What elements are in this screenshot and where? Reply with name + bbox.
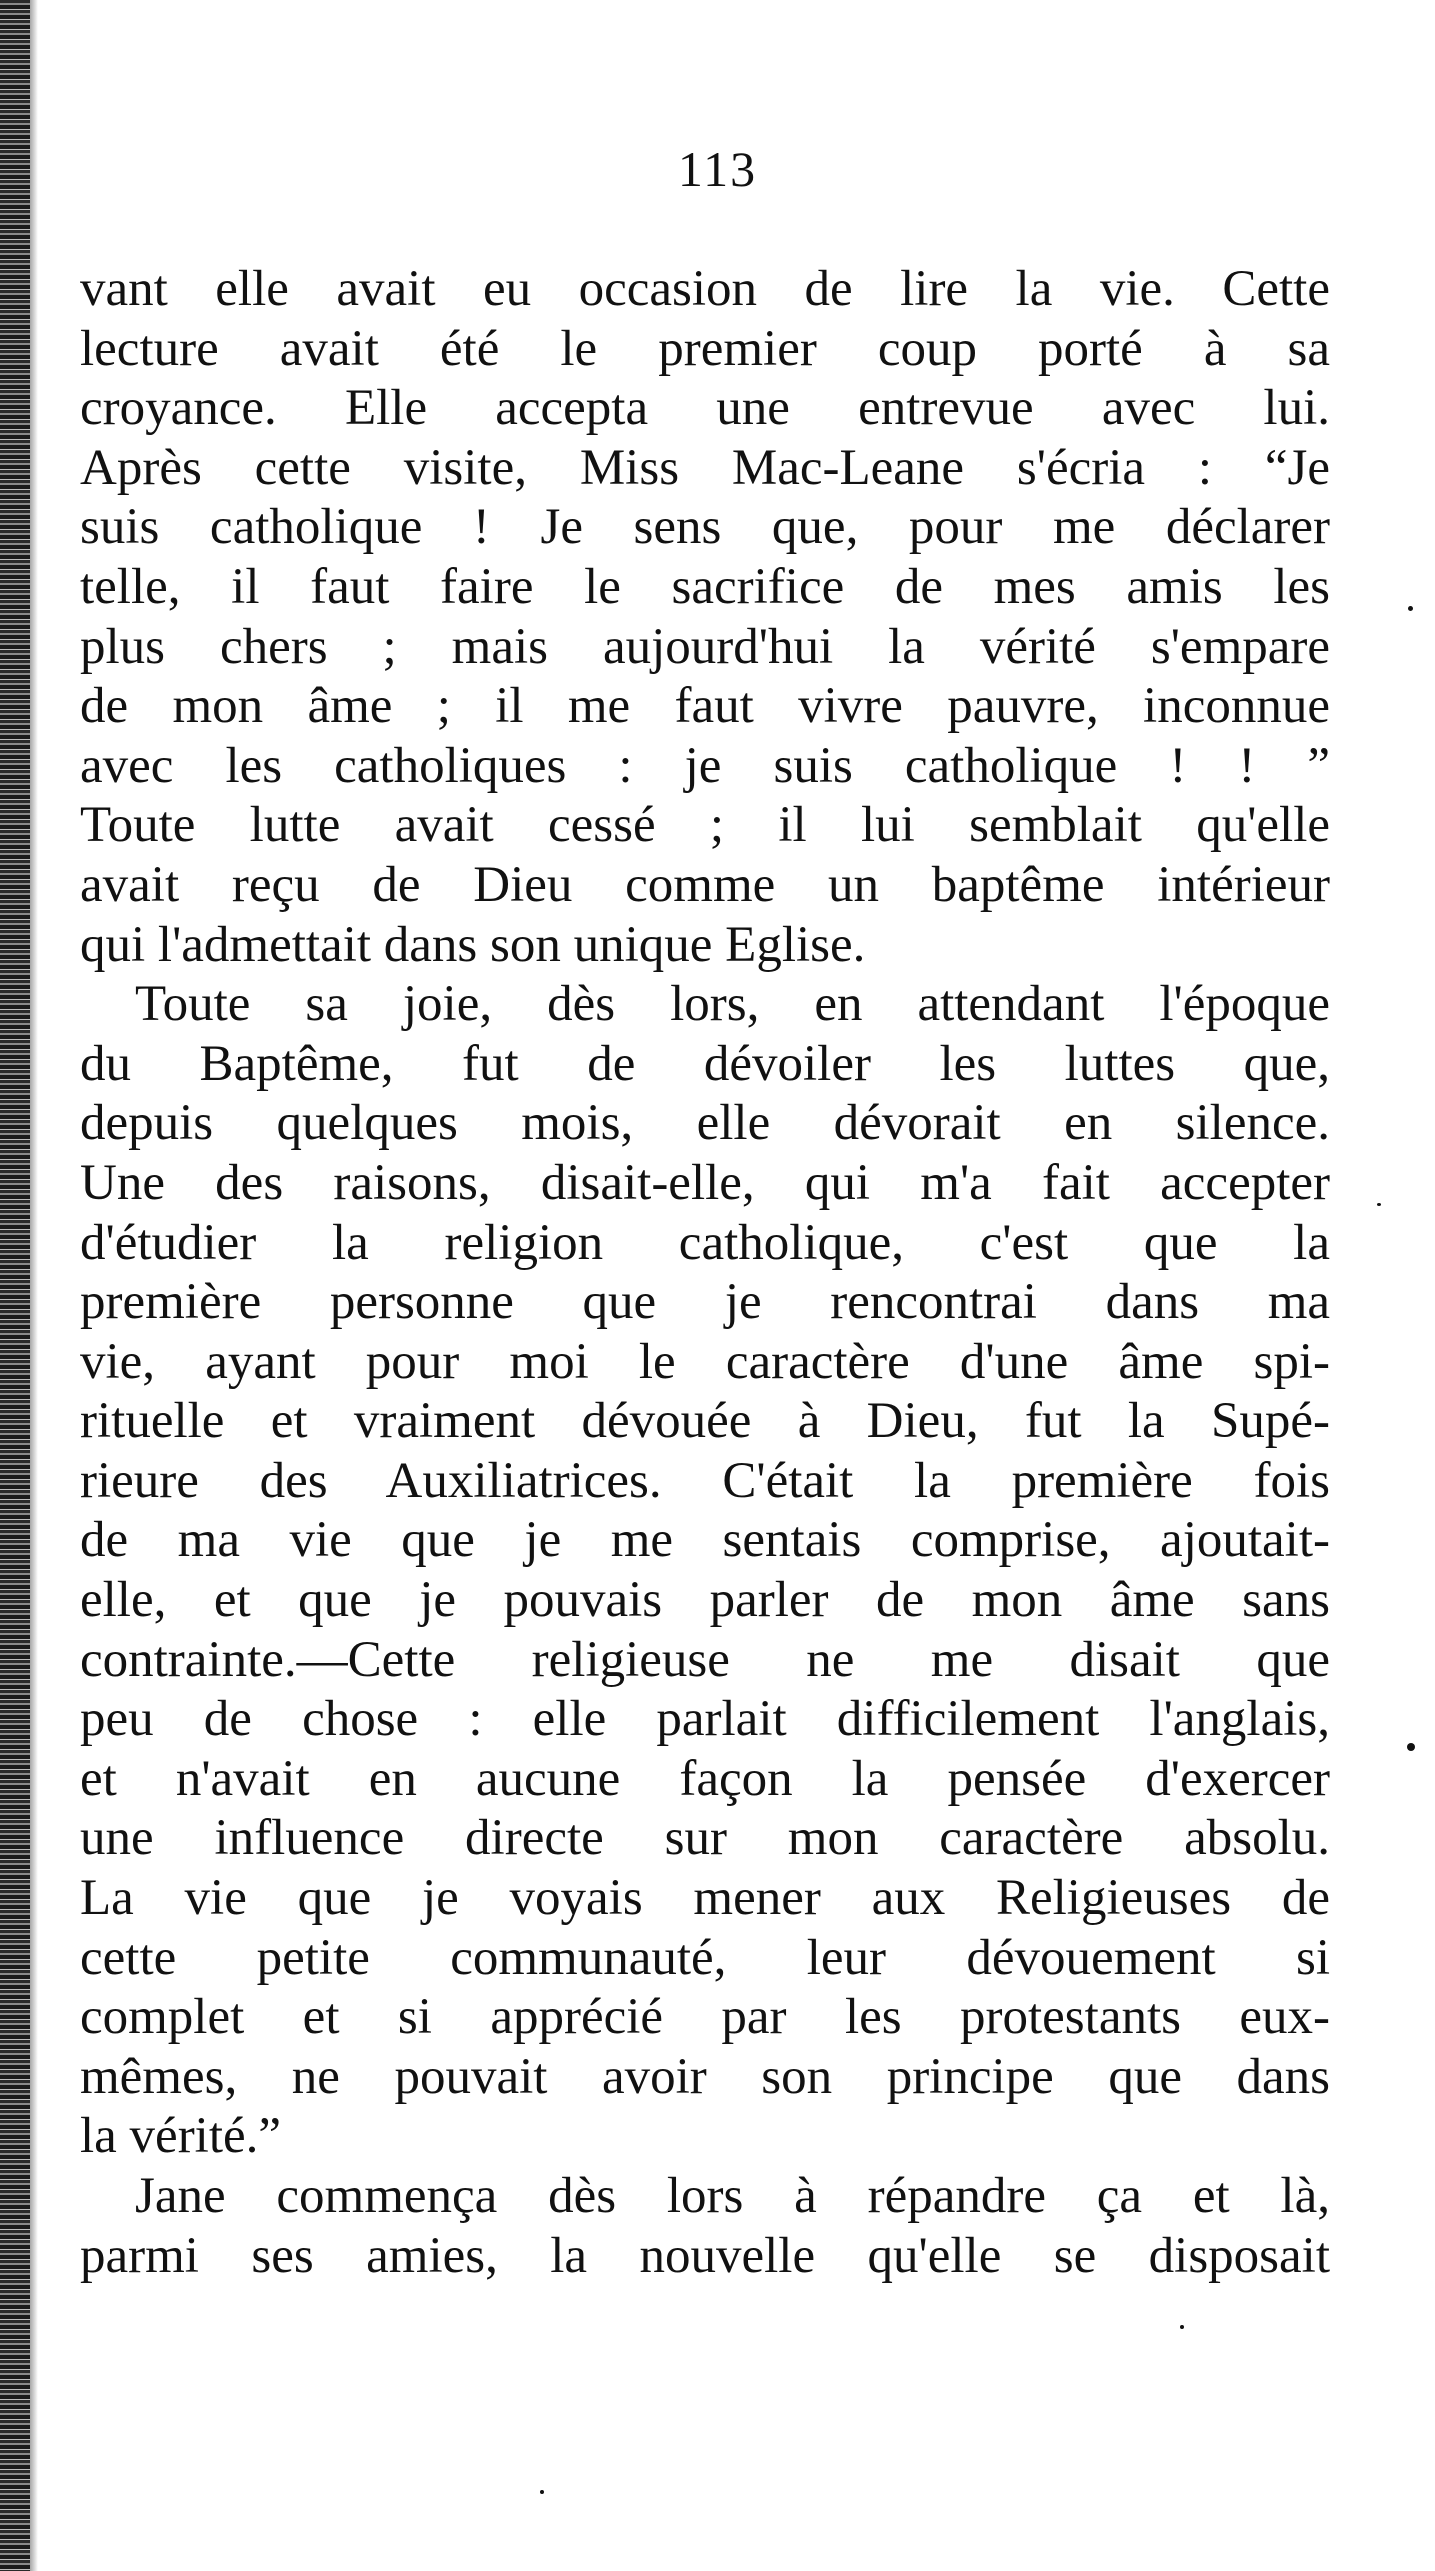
text-line: du Baptême, fut de dévoiler les luttes que, bbox=[80, 1035, 1330, 1092]
text-line: vie, ayant pour moi le caractère d'une âme spi- bbox=[80, 1333, 1330, 1390]
text-line: mêmes, ne pouvait avoir son principe que dans bbox=[80, 2048, 1330, 2105]
text-line: rieure des Auxiliatrices. C'était la première fois bbox=[80, 1452, 1330, 1509]
text-line: de ma vie que je me sentais comprise, ajoutait- bbox=[80, 1512, 1330, 1569]
text-line: première personne que je rencontrai dans ma bbox=[80, 1274, 1330, 1331]
text-line: avait reçu de Dieu comme un baptême intérieur bbox=[80, 856, 1330, 913]
body-text bbox=[80, 260, 1330, 2286]
text-line: croyance. Elle accepta une entrevue avec lui. bbox=[80, 380, 1330, 437]
text-line: parmi ses amies, la nouvelle qu'elle se disposait bbox=[80, 2227, 1330, 2284]
text-line: contrainte.—Cette religieuse ne me disait que bbox=[80, 1631, 1330, 1688]
text-line: avec les catholiques : je suis catholique ! ! ” bbox=[80, 737, 1330, 794]
text-line: suis catholique ! Je sens que, pour me déclarer bbox=[80, 499, 1330, 556]
text-line: vant elle avait eu occasion de lire la vie. Cette bbox=[80, 261, 1330, 317]
text-line: la vérité.” bbox=[80, 2108, 282, 2165]
ink-speck bbox=[1407, 1743, 1415, 1751]
text-line: telle, il faut faire le sacrifice de mes amis les bbox=[80, 558, 1330, 615]
ink-speck bbox=[1180, 2325, 1184, 2329]
text-line: La vie que je voyais mener aux Religieuses de bbox=[80, 1870, 1330, 1927]
text-line: elle, et que je pouvais parler de mon âme sans bbox=[80, 1572, 1330, 1629]
text-line: complet et si apprécié par les protestants eux- bbox=[80, 1989, 1330, 2046]
text-line: qui l'admettait dans son unique Eglise. bbox=[80, 916, 866, 973]
text-line: une influence directe sur mon caractère absolu. bbox=[80, 1810, 1330, 1867]
page-binding-edge bbox=[0, 0, 30, 2571]
page-number: 113 bbox=[677, 141, 758, 197]
text-line: et n'avait en aucune façon la pensée d'exercer bbox=[80, 1750, 1330, 1807]
text-line: Toute sa joie, dès lors, en attendant l'époque bbox=[135, 976, 1330, 1033]
ink-speck bbox=[1377, 1203, 1381, 1206]
text-line: cette petite communauté, leur dévouement si bbox=[80, 1929, 1330, 1986]
text-line: Une des raisons, disait-elle, qui m'a fait accepter bbox=[80, 1154, 1330, 1211]
text-line: peu de chose : elle parlait difficilement l'anglais, bbox=[80, 1691, 1330, 1748]
text-line: Jane commença dès lors à répandre ça et là, bbox=[135, 2168, 1330, 2224]
text-line: d'étudier la religion catholique, c'est que la bbox=[80, 1214, 1330, 1271]
text-line: Toute lutte avait cessé ; il lui semblait qu'elle bbox=[80, 797, 1330, 854]
text-line: plus chers ; mais aujourd'hui la vérité s'empare bbox=[80, 618, 1330, 675]
text-line: lecture avait été le premier coup porté à sa bbox=[80, 320, 1330, 377]
text-line: Après cette visite, Miss Mac-Leane s'écria : “Je bbox=[80, 439, 1330, 496]
text-line: rituelle et vraiment dévouée à Dieu, fut la Supé- bbox=[80, 1393, 1330, 1450]
ink-speck bbox=[540, 2490, 544, 2494]
text-line: depuis quelques mois, elle dévorait en silence. bbox=[80, 1095, 1330, 1152]
text-line: de mon âme ; il me faut vivre pauvre, inconnue bbox=[80, 678, 1330, 735]
ink-speck bbox=[1408, 606, 1413, 611]
